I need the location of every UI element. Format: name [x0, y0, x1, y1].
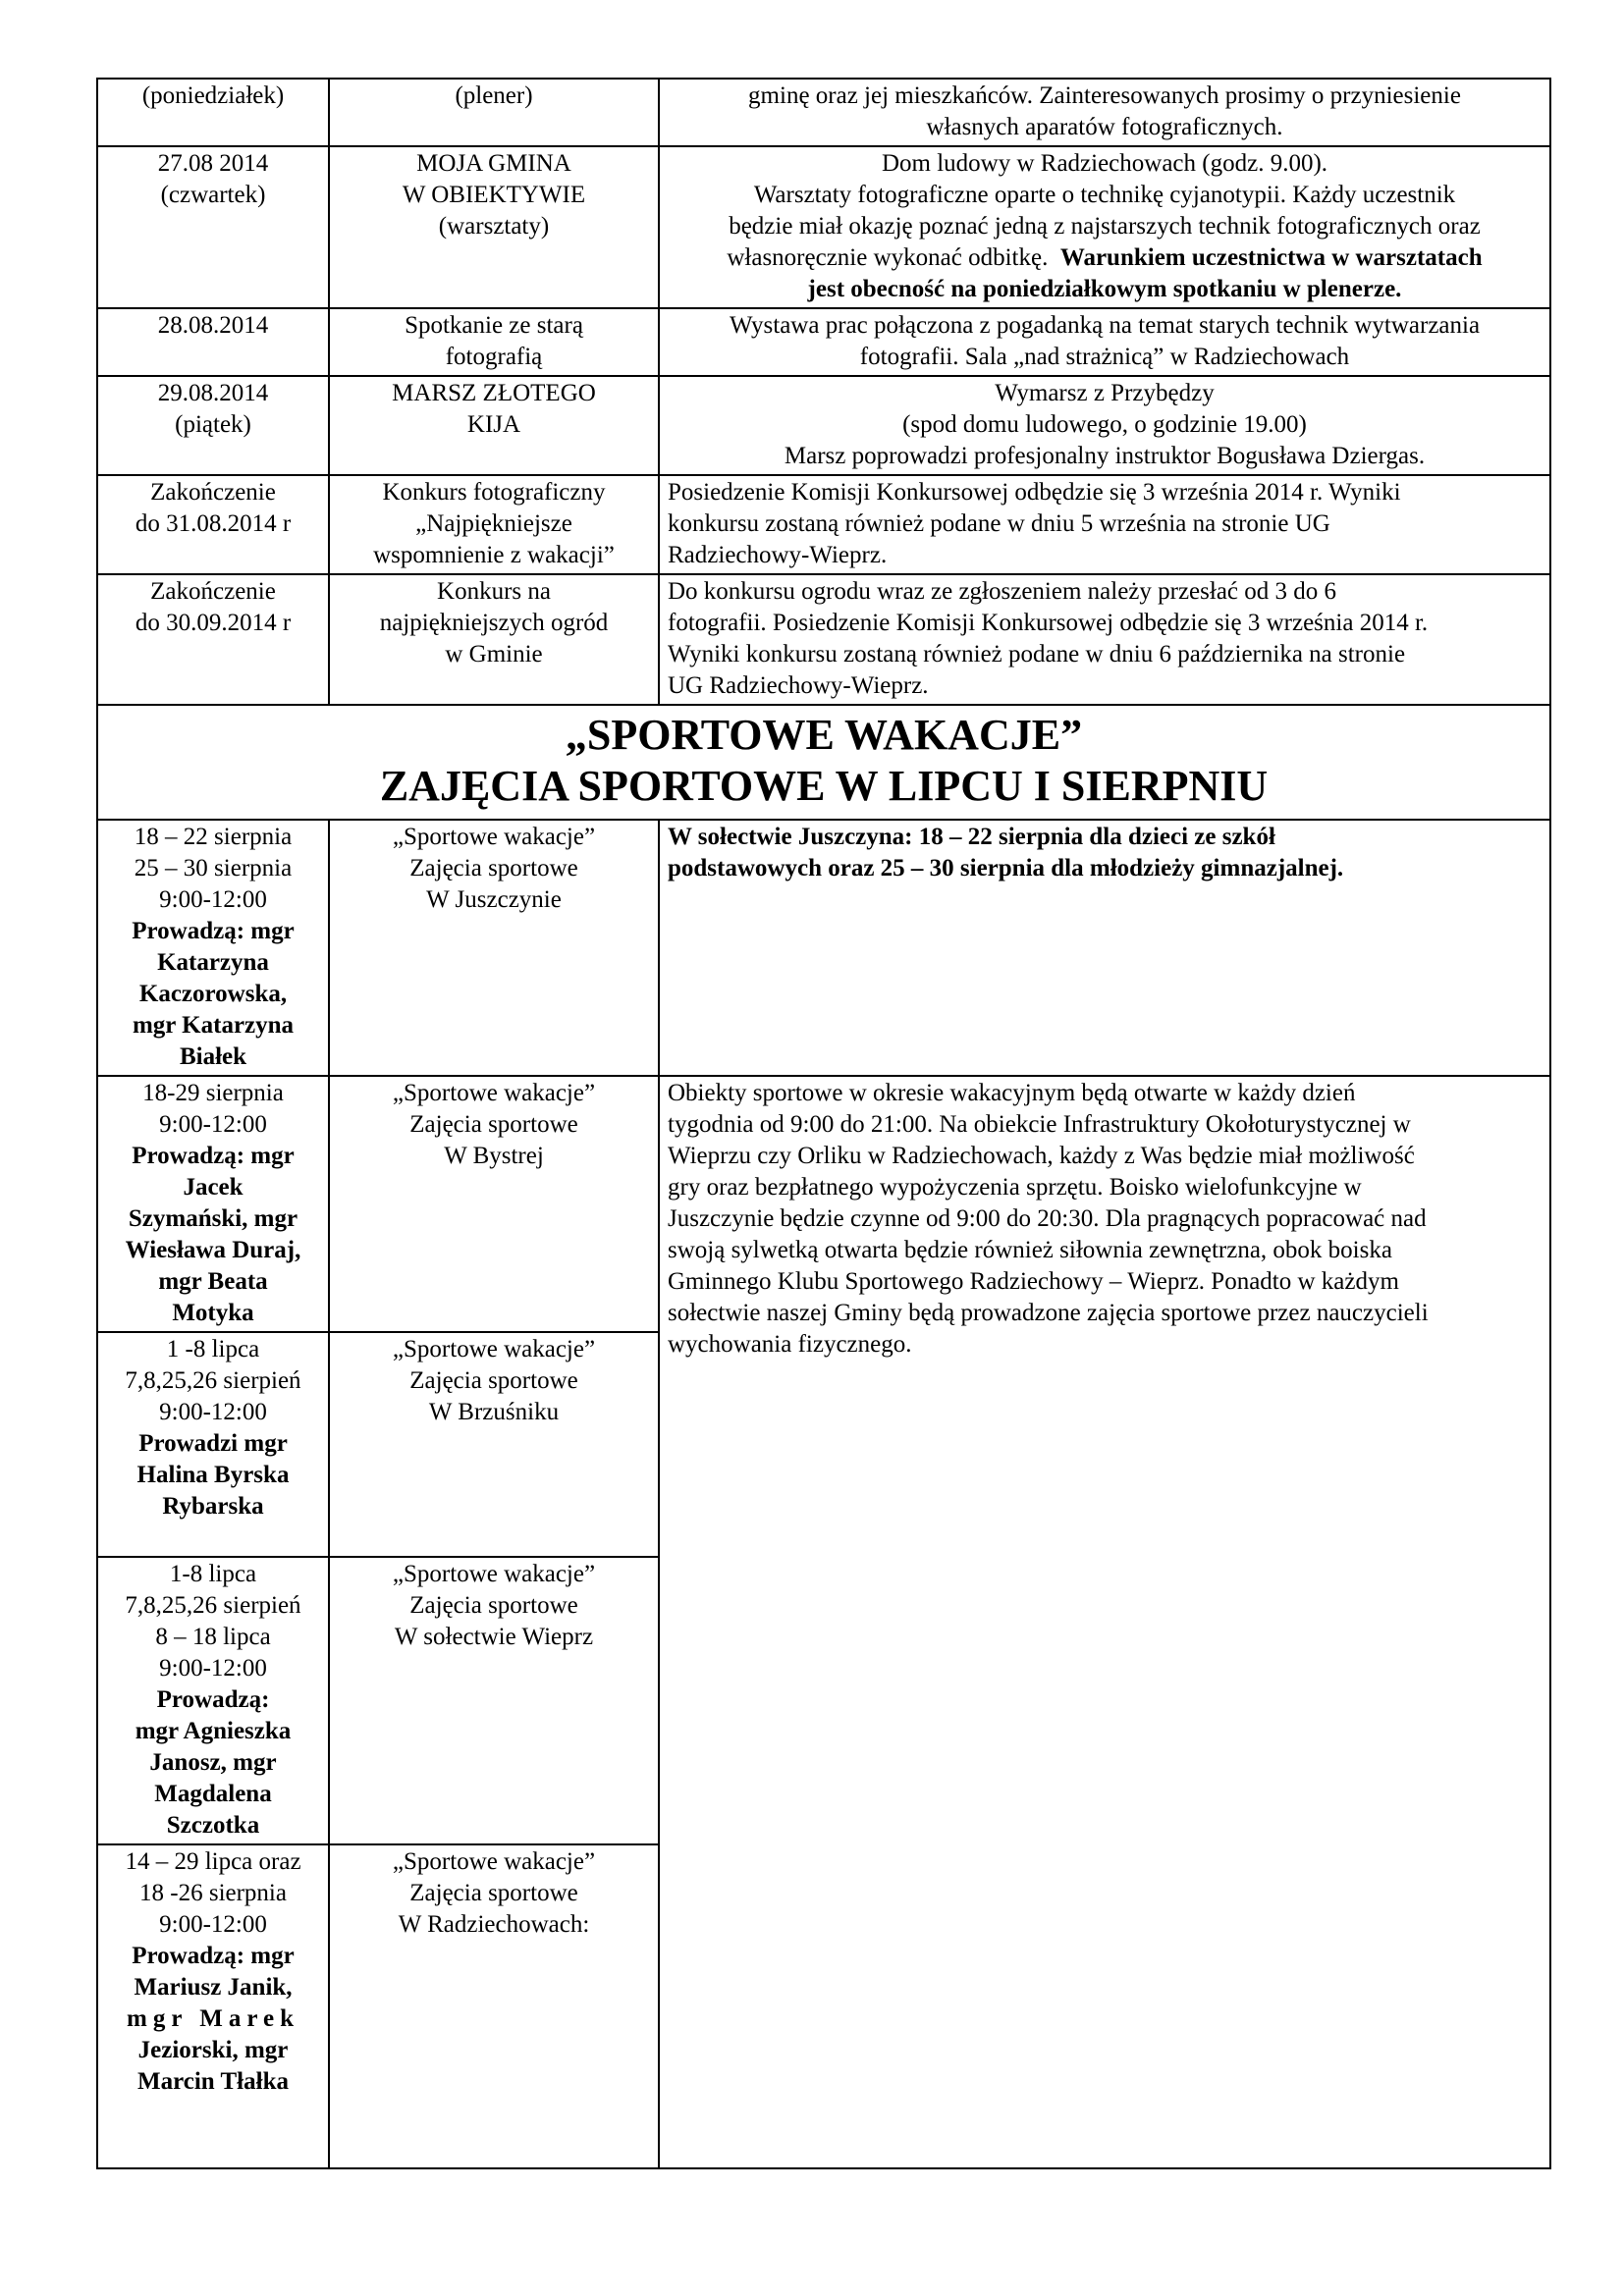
description-line: Posiedzenie Komisji Konkursowej odbędzie się 3 września 2014 r. Wyniki [668, 479, 1401, 506]
date-line: 27.08 2014 [157, 150, 269, 177]
event-line: Konkurs fotograficzny [382, 479, 606, 506]
event-line: W Radziechowach: [398, 1911, 590, 1938]
description-line: gry oraz bezpłatnego wypożyczenia sprzętu. Boisko wielofunkcyjne w [668, 1174, 1362, 1201]
leader-line: Wiesława Duraj, [125, 1237, 301, 1263]
date-line: Zakończenie [150, 578, 276, 605]
shared-description-cell [659, 1076, 1550, 2168]
date-cell [97, 1332, 329, 1557]
event-cell [329, 1557, 659, 1844]
leader-line: Marcin Tłałka [137, 2068, 289, 2095]
date-line: 8 – 18 lipca [155, 1624, 271, 1650]
description-cell [659, 79, 1550, 146]
description-line [668, 242, 1542, 274]
leader-line: Janosz, mgr [149, 1749, 277, 1776]
leader-line: Prowadzi mgr [138, 1430, 288, 1457]
description-line: Wieprzu czy Orliku w Radziechowach, każdy z Was będzie miał możliwość [668, 1143, 1415, 1169]
event-cell [329, 376, 659, 475]
event-line: „Najpiękniejsze [415, 510, 572, 537]
date-cell [97, 79, 329, 146]
event-line: „Sportowe wakacje” [392, 824, 596, 850]
event-line: fotografią [445, 344, 543, 370]
requirement-text: Warunkiem uczestnictwa w warsztatach [1059, 244, 1483, 271]
table-row [97, 308, 1550, 376]
date-cell [97, 574, 329, 705]
description-line: tygodnia od 9:00 do 21:00. Na obiekcie Infrastruktury Okołoturystycznej w [668, 1111, 1411, 1138]
description-cell [659, 475, 1550, 574]
date-cell [97, 376, 329, 475]
event-line: „Sportowe wakacje” [392, 1848, 596, 1875]
date-line: (poniedziałek) [141, 82, 285, 109]
description-cell [659, 574, 1550, 705]
description-line: Do konkursu ogrodu wraz ze zgłoszeniem należy przesłać od 3 do 6 [668, 578, 1337, 605]
date-line: 25 – 30 sierpnia [134, 855, 293, 881]
description-line: wychowania fizycznego. [668, 1331, 912, 1358]
leader-line: Prowadzą: [156, 1686, 270, 1713]
description-line: będzie miał okazję poznać jedną z najstarszych technik fotograficznych oraz [729, 213, 1481, 240]
description-line: własnych aparatów fotograficznych. [926, 114, 1283, 140]
date-cell [97, 146, 329, 308]
time-line: 9:00-12:00 [159, 1655, 267, 1682]
event-line: KIJA [466, 411, 521, 438]
table-row [97, 79, 1550, 146]
leader-line: Szczotka [166, 1812, 260, 1839]
event-line: wspomnienie z wakacji” [373, 542, 615, 568]
event-cell [329, 574, 659, 705]
description-line: sołectwie naszej Gminy będą prowadzone zajęcia sportowe przez nauczycieli [668, 1300, 1429, 1326]
description-line: UG Radziechowy-Wieprz. [668, 672, 929, 699]
leader-line: Białek [179, 1043, 247, 1070]
leader-line: Kaczorowska, [138, 981, 288, 1007]
event-cell [329, 1844, 659, 2168]
event-cell [329, 79, 659, 146]
schedule-table [96, 78, 1551, 2169]
description-line: Juszczynie będzie czynne od 9:00 do 20:30. Dla pragnących popracować nad [668, 1205, 1427, 1232]
description-line: (spod domu ludowego, o godzinie 19.00) [902, 411, 1307, 438]
event-cell [329, 475, 659, 574]
section-title: „SPORTOWE WAKACJE” [565, 711, 1083, 759]
description-line: konkursu zostaną również podane w dniu 5 września na stronie UG [668, 510, 1330, 537]
description-line: W sołectwie Juszczyna: 18 – 22 sierpnia dla dzieci ze szkół [668, 824, 1275, 850]
description-line: podstawowych oraz 25 – 30 sierpnia dla młodzieży gimnazjalnej. [668, 855, 1344, 881]
table-row [97, 376, 1550, 475]
section-header-row [97, 705, 1550, 820]
time-line: 9:00-12:00 [159, 1399, 267, 1425]
event-line: W Bystrej [444, 1143, 544, 1169]
leader-line: Magdalena [154, 1781, 272, 1807]
description-text: własnoręcznie wykonać odbitkę. [727, 244, 1049, 271]
description-line: Wyniki konkursu zostaną również podane w dniu 6 października na stronie [668, 641, 1406, 667]
event-line: MARSZ ZŁOTEGO [392, 380, 596, 406]
description-line: fotografii. Posiedzenie Komisji Konkursowej odbędzie się 3 września 2014 r. [668, 610, 1429, 636]
leader-line: mgr Agnieszka [135, 1718, 292, 1744]
table-row [97, 475, 1550, 574]
description-line: Radziechowy-Wieprz. [668, 542, 888, 568]
event-line: „Sportowe wakacje” [392, 1080, 596, 1106]
description-line: Wystawa prac połączona z pogadanką na temat starych technik wytwarzania [729, 312, 1481, 339]
description-cell [659, 376, 1550, 475]
event-line: (plener) [455, 82, 533, 109]
description-cell [659, 308, 1550, 376]
leader-line: Halina Byrska [136, 1462, 290, 1488]
date-line: do 31.08.2014 r [135, 510, 292, 537]
description-line: fotografii. Sala „nad strażnicą” w Radziechowach [859, 344, 1350, 370]
event-cell [329, 146, 659, 308]
description-line: gminę oraz jej mieszkańców. Zainteresowanych prosimy o przyniesienie [748, 82, 1461, 109]
event-line: „Sportowe wakacje” [392, 1336, 596, 1362]
description-line: Dom ludowy w Radziechowach (godz. 9.00). [881, 150, 1328, 177]
event-line: Zajęcia sportowe [409, 1592, 578, 1619]
date-line: 18 -26 sierpnia [139, 1880, 287, 1906]
leader-line: mgr Beata [158, 1268, 268, 1295]
date-line: 18 – 22 sierpnia [134, 824, 293, 850]
date-cell [97, 1844, 329, 2168]
event-cell [329, 820, 659, 1076]
event-line: MOJA GMINA [416, 150, 571, 177]
date-line: (piątek) [175, 411, 251, 438]
leader-line: Jeziorski, mgr [137, 2037, 289, 2063]
event-line: Zajęcia sportowe [409, 855, 578, 881]
event-line: W Juszczynie [426, 886, 562, 913]
event-line: W OBIEKTYWIE [402, 182, 586, 208]
table-row [97, 146, 1550, 308]
event-line: Konkurs na [437, 578, 551, 605]
leader-line: Prowadzą: mgr [132, 1143, 295, 1169]
leader-line: Prowadzą: mgr [132, 1943, 295, 1969]
date-line: do 30.09.2014 r [135, 610, 292, 636]
description-line: Wymarsz z Przybędzy [995, 380, 1215, 406]
date-line: 28.08.2014 [157, 312, 269, 339]
time-line: 9:00-12:00 [159, 1911, 267, 1938]
leader-line: mgr Marek [127, 2005, 299, 2032]
description-cell [659, 820, 1550, 1076]
table-row [97, 1076, 1550, 1332]
event-line: W sołectwie Wieprz [394, 1624, 594, 1650]
date-line: 14 – 29 lipca oraz [125, 1848, 301, 1875]
event-line: Zajęcia sportowe [409, 1111, 578, 1138]
leader-line: Rybarska [162, 1493, 264, 1520]
event-line: najpiękniejszych ogród [379, 610, 609, 636]
description-line: Warsztaty fotograficzne oparte o technikę cyjanotypii. Każdy uczestnik [753, 182, 1456, 208]
event-line: „Sportowe wakacje” [392, 1561, 596, 1587]
section-subtitle: ZAJĘCIA SPORTOWE W LIPCU I SIERPNIU [379, 762, 1269, 810]
time-line: 9:00-12:00 [159, 886, 267, 913]
date-line: 18-29 sierpnia [142, 1080, 284, 1106]
leader-line: mgr Katarzyna [132, 1012, 295, 1039]
event-line: Spotkanie ze starą [405, 312, 583, 339]
event-cell [329, 1332, 659, 1557]
leader-line: Motyka [172, 1300, 254, 1326]
event-line: Zajęcia sportowe [409, 1367, 578, 1394]
leader-line: Jacek [183, 1174, 244, 1201]
leader-line: Szymański, mgr [128, 1205, 298, 1232]
leader-line: Prowadzą: mgr [132, 918, 295, 944]
date-line: 1-8 lipca [169, 1561, 257, 1587]
leader-line: Mariusz Janik, [134, 1974, 293, 2001]
event-line: Zajęcia sportowe [409, 1880, 578, 1906]
date-line: Zakończenie [150, 479, 276, 506]
description-line: Obiekty sportowe w okresie wakacyjnym będą otwarte w każdy dzień [668, 1080, 1356, 1106]
date-cell [97, 475, 329, 574]
time-line: 9:00-12:00 [159, 1111, 267, 1138]
table-row [97, 574, 1550, 705]
section-header [97, 705, 1550, 820]
event-line: (warsztaty) [438, 213, 550, 240]
leader-line: Katarzyna [157, 949, 269, 976]
event-cell [329, 308, 659, 376]
requirement-text: jest obecność na poniedziałkowym spotkaniu w plenerze. [807, 276, 1402, 302]
description-cell [659, 146, 1550, 308]
date-line: (czwartek) [160, 182, 266, 208]
date-cell [97, 308, 329, 376]
description-line: Marsz poprowadzi profesjonalny instruktor Bogusława Dziergas. [784, 443, 1426, 469]
date-cell [97, 1557, 329, 1844]
date-cell [97, 1076, 329, 1332]
date-line: 29.08.2014 [157, 380, 269, 406]
event-cell [329, 1076, 659, 1332]
date-cell [97, 820, 329, 1076]
date-line: 7,8,25,26 sierpień [125, 1367, 301, 1394]
description-line: swoją sylwetką otwarta będzie również siłownia zewnętrzna, obok boiska [668, 1237, 1392, 1263]
date-line: 1 -8 lipca [166, 1336, 260, 1362]
event-line: W Brzuśniku [428, 1399, 560, 1425]
table-row [97, 820, 1550, 1076]
description-line: Gminnego Klubu Sportowego Radziechowy – Wieprz. Ponadto w każdym [668, 1268, 1399, 1295]
event-line: w Gminie [445, 641, 543, 667]
date-line: 7,8,25,26 sierpień [125, 1592, 301, 1619]
